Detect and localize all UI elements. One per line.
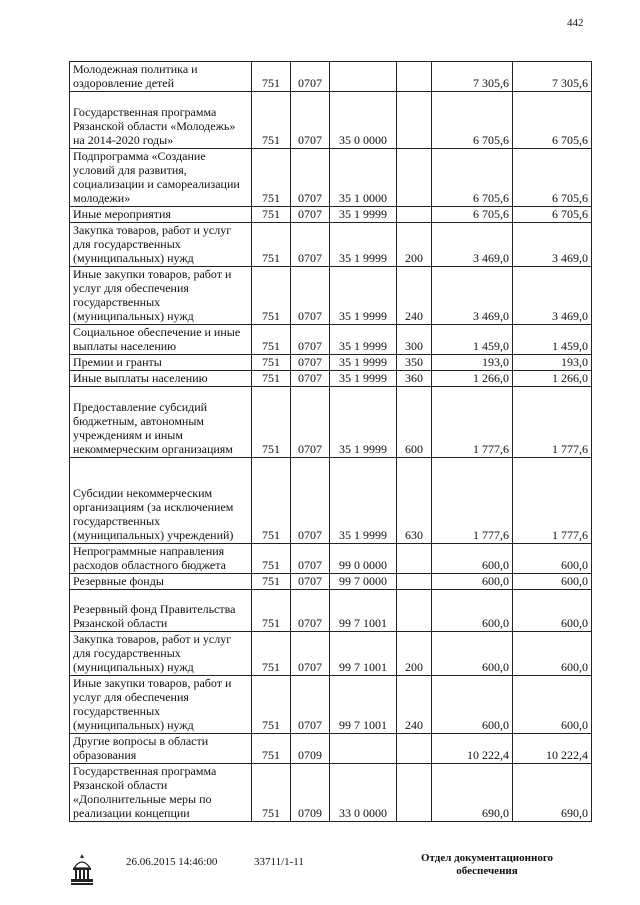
row-section-code: 0707 bbox=[291, 62, 330, 92]
row-sum: 193,0 bbox=[432, 355, 513, 371]
row-section-code: 0707 bbox=[291, 223, 330, 267]
row-expense-type: 240 bbox=[397, 267, 432, 325]
row-sum: 6 705,6 bbox=[432, 207, 513, 223]
row-gr-code: 751 bbox=[252, 676, 291, 734]
row-expense-type bbox=[397, 574, 432, 590]
row-sum: 6 705,6 bbox=[432, 92, 513, 149]
row-target-code: 35 0 0000 bbox=[330, 92, 397, 149]
row-expense-type bbox=[397, 590, 432, 632]
row-target-code: 99 7 1001 bbox=[330, 676, 397, 734]
row-target-code: 99 7 1001 bbox=[330, 590, 397, 632]
row-target-code: 99 0 0000 bbox=[330, 544, 397, 574]
row-section-code: 0707 bbox=[291, 574, 330, 590]
row-name: Непрограммные направления расходов областного бюджета bbox=[70, 544, 252, 574]
row-sum-approved: 7 305,6 bbox=[513, 62, 592, 92]
row-name: Иные выплаты населению bbox=[70, 371, 252, 387]
row-sum: 600,0 bbox=[432, 574, 513, 590]
row-target-code: 99 7 0000 bbox=[330, 574, 397, 590]
row-name: Иные закупки товаров, работ и услуг для обеспечения государственных (муниципальных) нужд bbox=[70, 676, 252, 734]
row-target-code: 33 0 0000 bbox=[330, 764, 397, 822]
row-expense-type bbox=[397, 62, 432, 92]
row-gr-code: 751 bbox=[252, 355, 291, 371]
row-expense-type: 300 bbox=[397, 325, 432, 355]
row-section-code: 0707 bbox=[291, 458, 330, 544]
row-gr-code: 751 bbox=[252, 62, 291, 92]
row-gr-code: 751 bbox=[252, 458, 291, 544]
table-row bbox=[70, 544, 592, 574]
row-target-code bbox=[330, 62, 397, 92]
row-expense-type bbox=[397, 207, 432, 223]
row-name: Молодежная политика и оздоровление детей bbox=[70, 62, 252, 92]
row-section-code: 0707 bbox=[291, 387, 330, 458]
row-expense-type bbox=[397, 544, 432, 574]
row-expense-type: 350 bbox=[397, 355, 432, 371]
row-sum-approved: 193,0 bbox=[513, 355, 592, 371]
row-gr-code: 751 bbox=[252, 267, 291, 325]
table-row bbox=[70, 632, 592, 676]
row-gr-code: 751 bbox=[252, 574, 291, 590]
page-number: 442 bbox=[567, 17, 584, 29]
row-sum: 1 266,0 bbox=[432, 371, 513, 387]
row-sum: 600,0 bbox=[432, 544, 513, 574]
row-target-code: 35 1 9999 bbox=[330, 267, 397, 325]
row-section-code: 0707 bbox=[291, 632, 330, 676]
row-target-code bbox=[330, 734, 397, 764]
row-expense-type: 200 bbox=[397, 223, 432, 267]
row-gr-code: 751 bbox=[252, 371, 291, 387]
row-gr-code: 751 bbox=[252, 223, 291, 267]
row-name: Иные закупки товаров, работ и услуг для обеспечения государственных (муниципальных) нужд bbox=[70, 267, 252, 325]
table-row bbox=[70, 267, 592, 325]
row-expense-type: 360 bbox=[397, 371, 432, 387]
row-section-code: 0709 bbox=[291, 764, 330, 822]
row-sum-approved: 600,0 bbox=[513, 544, 592, 574]
row-gr-code: 751 bbox=[252, 207, 291, 223]
table-row bbox=[70, 734, 592, 764]
footer-date: 26.06.2015 14:46:00 bbox=[126, 856, 218, 868]
row-expense-type: 630 bbox=[397, 458, 432, 544]
row-sum: 1 777,6 bbox=[432, 387, 513, 458]
row-sum: 3 469,0 bbox=[432, 223, 513, 267]
row-section-code: 0707 bbox=[291, 325, 330, 355]
row-sum-approved: 1 266,0 bbox=[513, 371, 592, 387]
table-row bbox=[70, 223, 592, 267]
table-row bbox=[70, 676, 592, 734]
row-expense-type bbox=[397, 149, 432, 207]
row-section-code: 0707 bbox=[291, 92, 330, 149]
row-expense-type: 240 bbox=[397, 676, 432, 734]
row-name: Другие вопросы в области образования bbox=[70, 734, 252, 764]
row-gr-code: 751 bbox=[252, 387, 291, 458]
row-name: Государственная программа Рязанской области «Дополнительные меры по реализации концепции bbox=[70, 764, 252, 822]
row-gr-code: 751 bbox=[252, 149, 291, 207]
row-gr-code: 751 bbox=[252, 544, 291, 574]
row-sum: 6 705,6 bbox=[432, 149, 513, 207]
table-row bbox=[70, 207, 592, 223]
footer-department bbox=[412, 852, 562, 878]
table-row bbox=[70, 590, 592, 632]
row-target-code: 35 1 0000 bbox=[330, 149, 397, 207]
row-name: Предоставление субсидий бюджетным, автономным учреждениям и иным некоммерческим организациям bbox=[70, 387, 252, 458]
row-name: Премии и гранты bbox=[70, 355, 252, 371]
row-sum: 1 777,6 bbox=[432, 458, 513, 544]
row-sum-approved: 6 705,6 bbox=[513, 92, 592, 149]
table-row bbox=[70, 325, 592, 355]
row-section-code: 0709 bbox=[291, 734, 330, 764]
row-expense-type: 600 bbox=[397, 387, 432, 458]
row-sum: 1 459,0 bbox=[432, 325, 513, 355]
footer-department-line: Отдел документационного bbox=[420, 852, 554, 864]
row-name: Резервный фонд Правительства Рязанской области bbox=[70, 590, 252, 632]
row-expense-type bbox=[397, 92, 432, 149]
row-name: Социальное обеспечение и иные выплаты населению bbox=[70, 325, 252, 355]
row-name: Закупка товаров, работ и услуг для государственных (муниципальных) нужд bbox=[70, 632, 252, 676]
row-name: Государственная программа Рязанской области «Молодежь» на 2014-2020 годы» bbox=[70, 92, 252, 149]
row-expense-type: 200 bbox=[397, 632, 432, 676]
row-section-code: 0707 bbox=[291, 371, 330, 387]
table-row bbox=[70, 371, 592, 387]
row-sum-approved: 600,0 bbox=[513, 676, 592, 734]
row-sum-approved: 1 459,0 bbox=[513, 325, 592, 355]
row-section-code: 0707 bbox=[291, 267, 330, 325]
row-section-code: 0707 bbox=[291, 544, 330, 574]
row-gr-code: 751 bbox=[252, 92, 291, 149]
row-expense-type bbox=[397, 764, 432, 822]
row-name: Иные мероприятия bbox=[70, 207, 252, 223]
row-name: Закупка товаров, работ и услуг для государственных (муниципальных) нужд bbox=[70, 223, 252, 267]
row-target-code: 35 1 9999 bbox=[330, 355, 397, 371]
row-section-code: 0707 bbox=[291, 590, 330, 632]
row-target-code: 35 1 9999 bbox=[330, 371, 397, 387]
row-name: Субсидии некоммерческим организациям (за исключением государственных (муниципальных) учреждений) bbox=[70, 458, 252, 544]
footer-department-line: обеспечения bbox=[456, 865, 518, 877]
row-gr-code: 751 bbox=[252, 734, 291, 764]
row-gr-code: 751 bbox=[252, 325, 291, 355]
row-sum-approved: 600,0 bbox=[513, 590, 592, 632]
table-row bbox=[70, 149, 592, 207]
table-row bbox=[70, 355, 592, 371]
row-target-code: 35 1 9999 bbox=[330, 207, 397, 223]
table-row bbox=[70, 764, 592, 822]
row-sum: 10 222,4 bbox=[432, 734, 513, 764]
row-sum: 600,0 bbox=[432, 676, 513, 734]
row-sum: 600,0 bbox=[432, 632, 513, 676]
row-sum-approved: 600,0 bbox=[513, 574, 592, 590]
table-row bbox=[70, 574, 592, 590]
row-sum: 690,0 bbox=[432, 764, 513, 822]
row-sum-approved: 1 777,6 bbox=[513, 458, 592, 544]
page-footer bbox=[0, 852, 640, 892]
row-name: Резервные фонды bbox=[70, 574, 252, 590]
row-name: Подпрограмма «Создание условий для развития, социализации и самореализации молодежи» bbox=[70, 149, 252, 207]
row-sum: 600,0 bbox=[432, 590, 513, 632]
row-sum-approved: 3 469,0 bbox=[513, 223, 592, 267]
row-gr-code: 751 bbox=[252, 590, 291, 632]
row-sum-approved: 3 469,0 bbox=[513, 267, 592, 325]
row-section-code: 0707 bbox=[291, 207, 330, 223]
row-gr-code: 751 bbox=[252, 632, 291, 676]
duma-emblem-icon bbox=[70, 852, 94, 886]
row-section-code: 0707 bbox=[291, 676, 330, 734]
table-row bbox=[70, 92, 592, 149]
row-expense-type bbox=[397, 734, 432, 764]
budget-table bbox=[69, 61, 592, 822]
row-target-code: 35 1 9999 bbox=[330, 387, 397, 458]
row-section-code: 0707 bbox=[291, 355, 330, 371]
row-gr-code: 751 bbox=[252, 764, 291, 822]
table-row bbox=[70, 62, 592, 92]
row-target-code: 35 1 9999 bbox=[330, 325, 397, 355]
row-target-code: 35 1 9999 bbox=[330, 458, 397, 544]
table-row bbox=[70, 387, 592, 458]
row-sum-approved: 600,0 bbox=[513, 632, 592, 676]
row-sum-approved: 6 705,6 bbox=[513, 149, 592, 207]
row-sum-approved: 1 777,6 bbox=[513, 387, 592, 458]
row-sum: 3 469,0 bbox=[432, 267, 513, 325]
row-sum-approved: 6 705,6 bbox=[513, 207, 592, 223]
row-target-code: 99 7 1001 bbox=[330, 632, 397, 676]
row-section-code: 0707 bbox=[291, 149, 330, 207]
table-row bbox=[70, 458, 592, 544]
row-sum-approved: 10 222,4 bbox=[513, 734, 592, 764]
footer-document-code: 33711/1-11 bbox=[254, 856, 304, 868]
row-target-code: 35 1 9999 bbox=[330, 223, 397, 267]
row-sum-approved: 690,0 bbox=[513, 764, 592, 822]
row-sum: 7 305,6 bbox=[432, 62, 513, 92]
